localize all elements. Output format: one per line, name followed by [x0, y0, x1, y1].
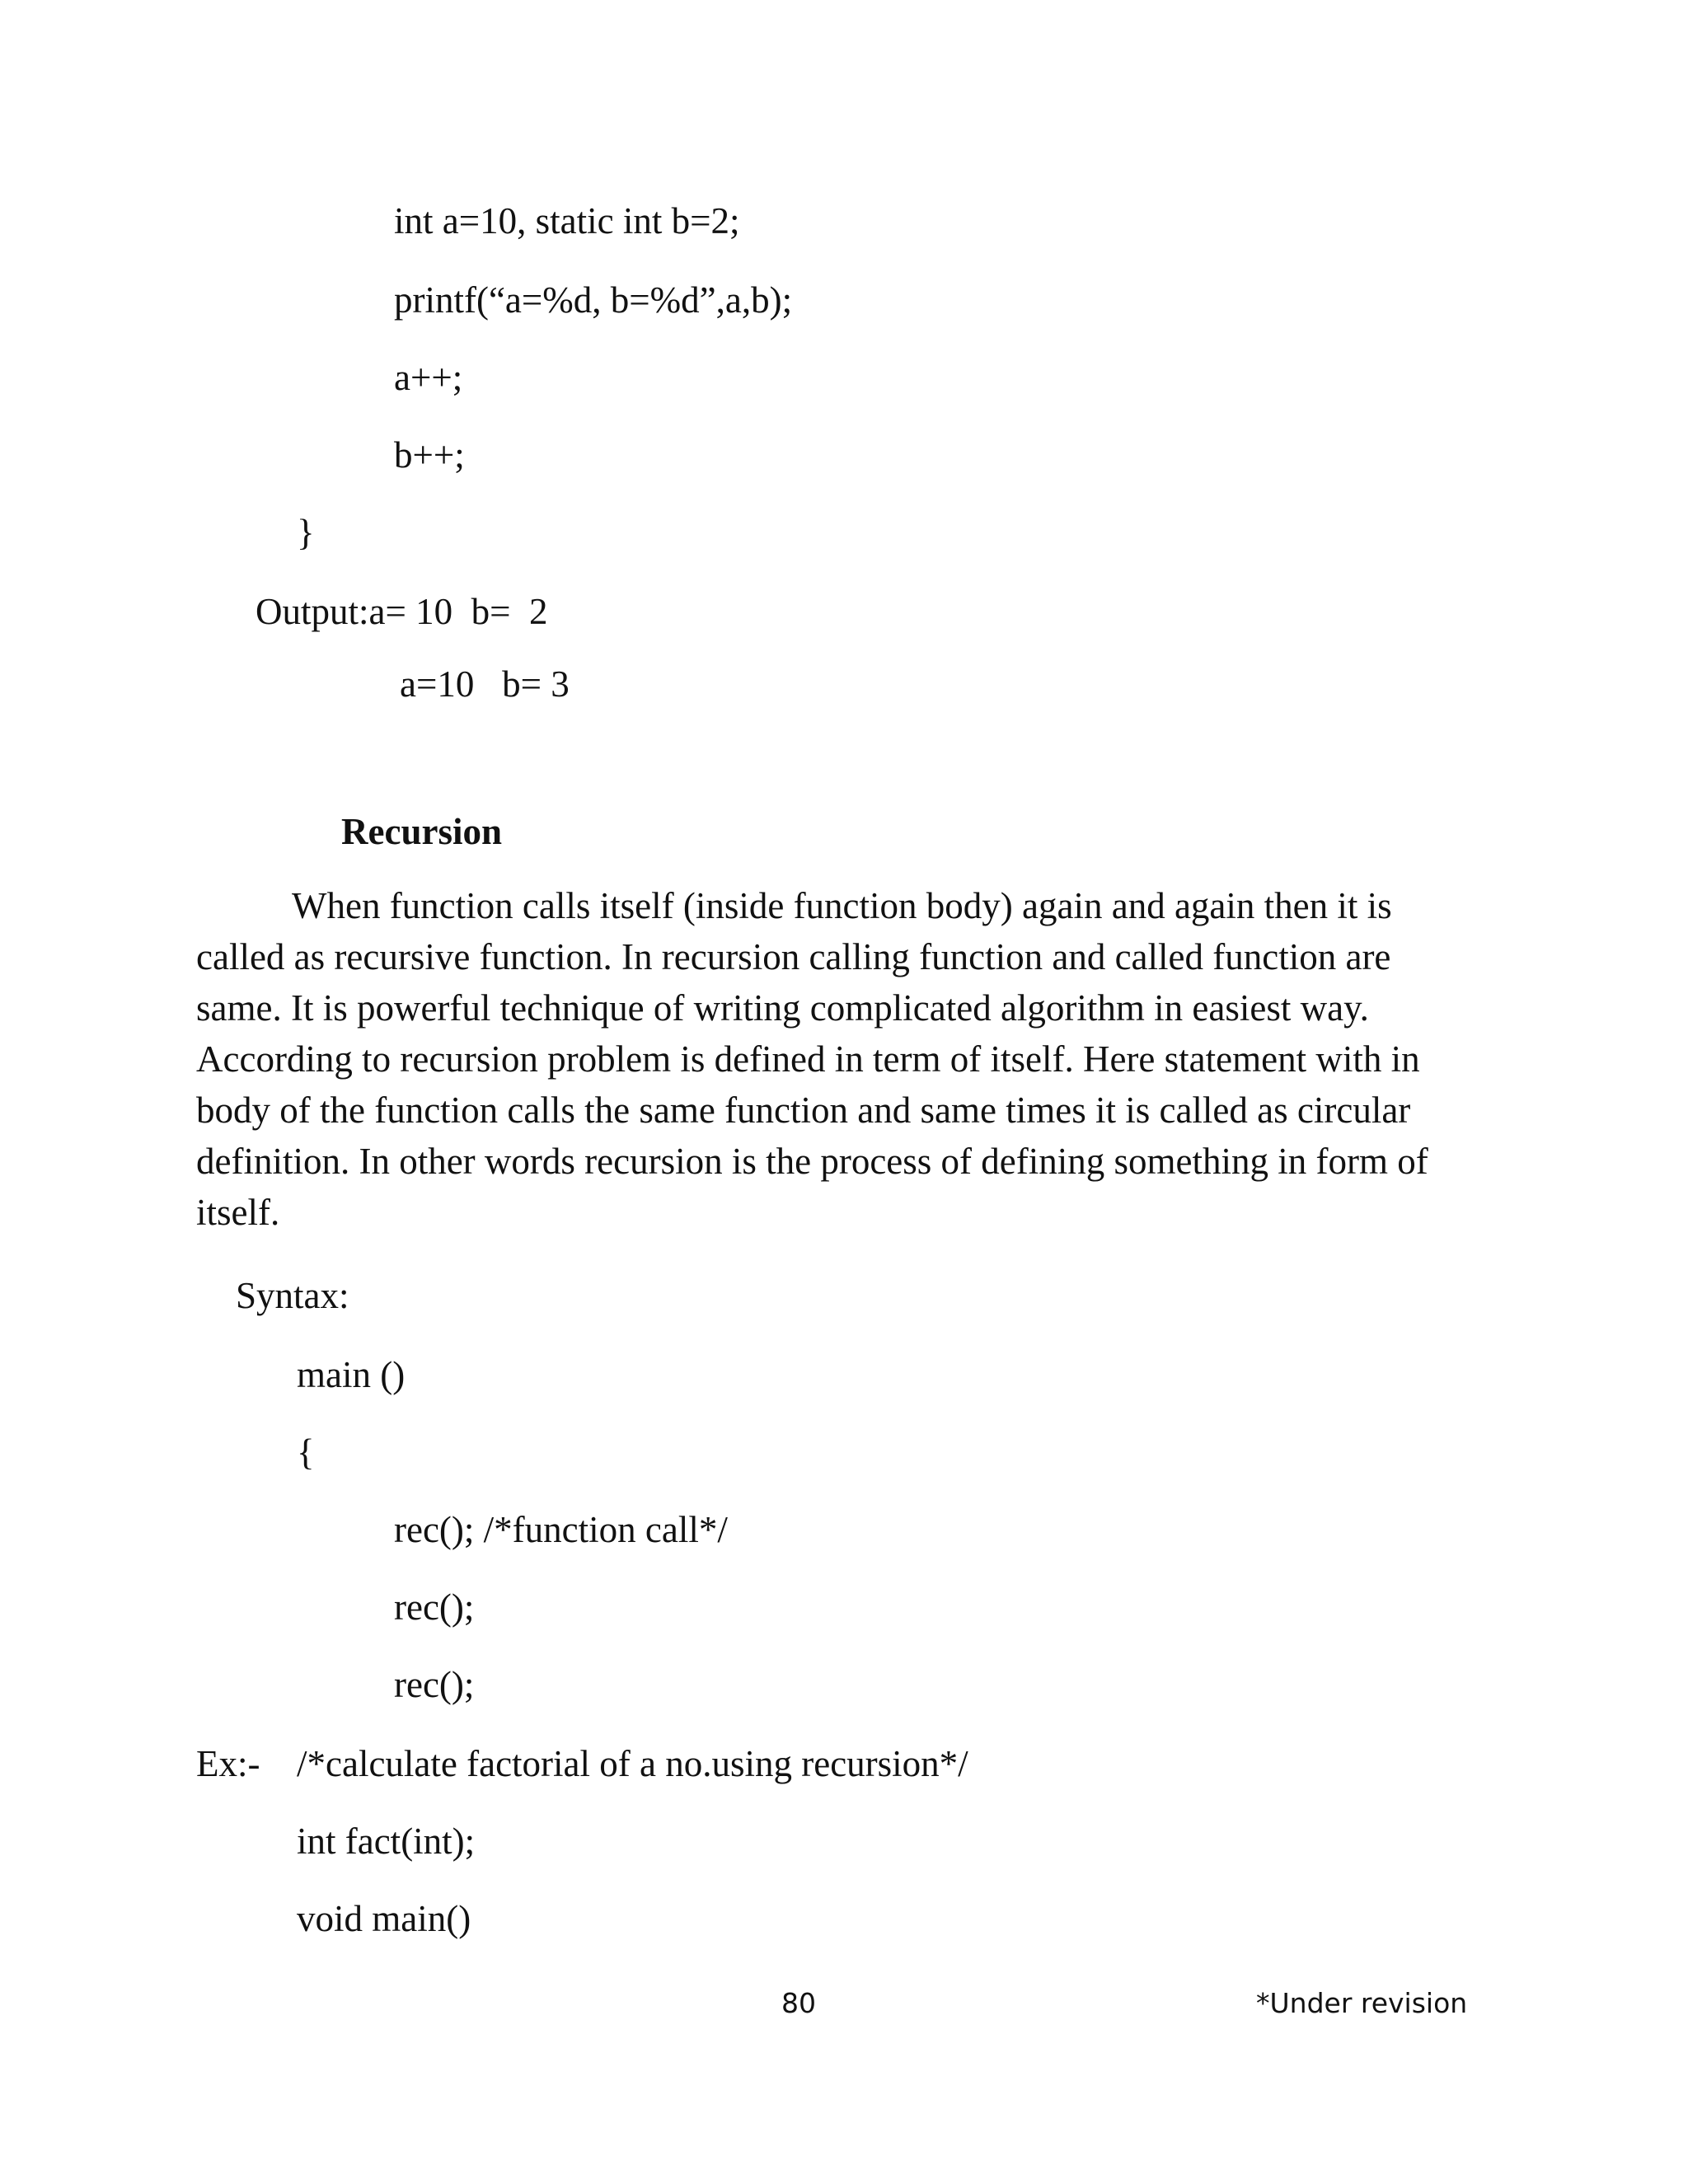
code-line-increment-a: a++; — [394, 357, 463, 398]
paragraph-line: According to recursion problem is defined in term of itself. Here statement with in — [196, 1038, 1420, 1080]
example-comment: /*calculate factorial of a no.using recursion*/ — [297, 1743, 968, 1784]
paragraph-line: itself. — [196, 1192, 280, 1233]
example-label: Ex:- — [196, 1743, 260, 1784]
syntax-main: main () — [297, 1354, 406, 1395]
paragraph-line: definition. In other words recursion is the process of defining something in form of — [196, 1141, 1428, 1182]
output-line-1: Output:a= 10 b= 2 — [256, 591, 548, 632]
section-heading: Recursion — [341, 811, 502, 852]
paragraph-line: called as recursive function. In recursion calling function and called function are — [196, 936, 1391, 977]
syntax-label: Syntax: — [236, 1275, 349, 1316]
syntax-rec-call-3: rec(); — [394, 1664, 475, 1705]
page-number: 80 — [781, 1987, 816, 2019]
code-line-increment-b: b++; — [394, 434, 465, 476]
syntax-open-brace: { — [297, 1432, 315, 1473]
output-line-2: a=10 b= 3 — [400, 663, 570, 705]
syntax-rec-call-1: rec(); /*function call*/ — [394, 1509, 728, 1550]
example-declaration: int fact(int); — [297, 1821, 476, 1862]
syntax-rec-call-2: rec(); — [394, 1586, 475, 1628]
recursion-paragraph — [196, 880, 1498, 1238]
revision-note: *Under revision — [1256, 1987, 1468, 2019]
code-line-printf: printf(“a=%d, b=%d”,a,b); — [394, 279, 793, 321]
code-line-declaration: int a=10, static int b=2; — [394, 200, 740, 241]
example-main: void main() — [297, 1898, 471, 1939]
paragraph-line: body of the function calls the same function and same times it is called as circular — [196, 1090, 1411, 1131]
code-close-brace: } — [297, 512, 315, 553]
paragraph-line: same. It is powerful technique of writing complicated algorithm in easiest way. — [196, 987, 1369, 1029]
paragraph-line: When function calls itself (inside function body) again and again then it is — [292, 885, 1392, 926]
